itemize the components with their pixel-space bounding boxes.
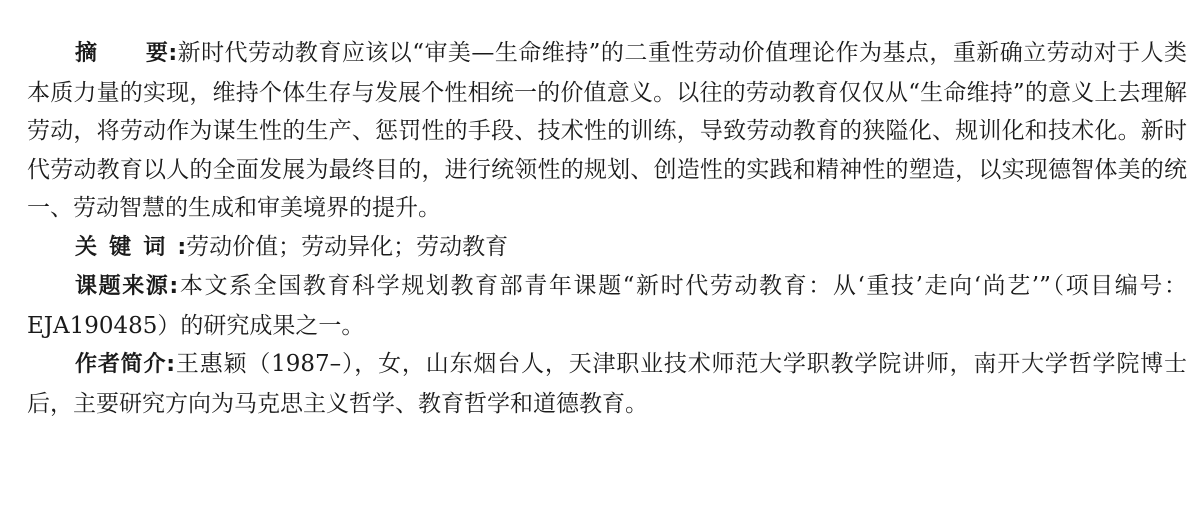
author-paragraph <box>27 345 1187 423</box>
funding-label: 课题来源 <box>75 274 170 299</box>
abstract-label-second: 要 <box>145 41 169 66</box>
abstract-separator: : <box>168 41 178 66</box>
author-text: 王惠颖（1987–），女，山东烟台人，天津职业技术师范大学职教学院讲师，南开大学哲学院博士后，主要研究方向为马克思主义哲学、教育哲学和道德教育。 <box>27 351 1187 417</box>
author-label: 作者简介 <box>75 352 167 377</box>
abstract-label-first: 摘 <box>75 41 146 66</box>
keywords-label: 关键词 <box>75 234 178 260</box>
keywords-text: 劳动价值；劳动异化；劳动教育 <box>186 233 509 260</box>
article-front-matter <box>27 34 1187 423</box>
author-separator: : <box>166 352 176 377</box>
keywords-separator: : <box>177 234 187 260</box>
keywords-paragraph <box>27 228 1187 268</box>
abstract-text: 新时代劳动教育应该以“审美—生命维持”的二重性劳动价值理论作为基点，重新确立劳动对于人类本质力量的实现，维持个体生存与发展个性相统一的价值意义。以往的劳动教育仅仅从“生命维持”的意义上去理解劳动，将劳动作为谋生性的生产、惩罚性的手段、技术性的训练，导致劳动教育的狭隘化、规训化和技术化。新时代劳动教育以人的全面发展为最终目的，进行统领性的规划、创造性的实践和精神性的塑造，以实现德智体美的统一、劳动智慧的生成和审美境界的提升。 <box>27 40 1187 221</box>
funding-separator: : <box>169 274 179 299</box>
abstract-paragraph <box>27 34 1187 228</box>
funding-text: 本文系全国教育科学规划教育部青年课题“新时代劳动教育：从‘重技’走向‘尚艺’”（项目编号：EJA190485）的研究成果之一。 <box>27 273 1187 339</box>
funding-paragraph <box>27 267 1187 345</box>
